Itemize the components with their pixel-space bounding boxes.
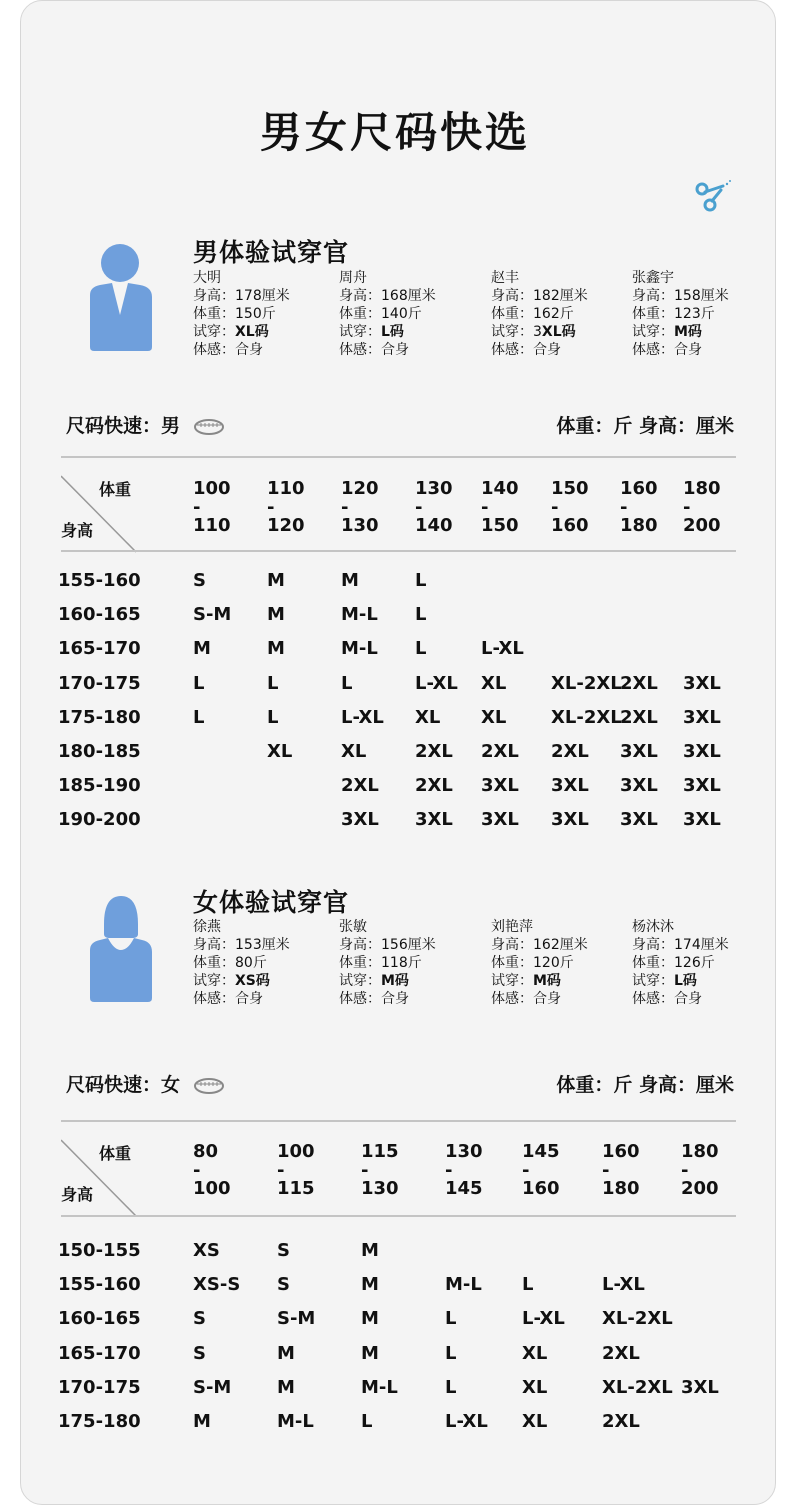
- female-avatar-icon: [84, 894, 158, 1004]
- tester-weight: 体重：150斤: [193, 306, 276, 322]
- male-tester-1: [193, 269, 290, 359]
- row-height-label: 150-155: [58, 1240, 141, 1261]
- weight-range-to: 150: [481, 515, 519, 536]
- size-cell: XS: [193, 1240, 220, 1261]
- size-cell: XS-S: [193, 1274, 241, 1295]
- weight-range-sep: -: [445, 1160, 453, 1181]
- male-tester-2: [339, 269, 436, 359]
- weight-range-from: 160: [602, 1141, 640, 1162]
- tester-fit: 体感：合身: [491, 342, 561, 358]
- male-tester-4: [632, 269, 729, 359]
- size-cell: XL: [341, 741, 367, 762]
- weight-range-sep: -: [277, 1160, 285, 1181]
- size-cell: M: [267, 570, 285, 591]
- size-cell: XL: [522, 1377, 548, 1398]
- weight-range-header: [602, 1143, 640, 1198]
- size-cell: M: [361, 1308, 379, 1329]
- size-cell: S: [193, 1343, 206, 1364]
- tester-height: 身高：168厘米: [339, 288, 436, 304]
- size-cell: XL: [267, 741, 293, 762]
- tester-fit: 体感：合身: [193, 991, 263, 1007]
- female-section-title: 女体验试穿官: [193, 888, 350, 917]
- size-cell: L-XL: [445, 1411, 488, 1432]
- size-cell: S-M: [277, 1308, 316, 1329]
- size-cell: XL: [481, 673, 507, 694]
- weight-range-from: 160: [620, 478, 658, 499]
- weight-range-header: [522, 1143, 560, 1198]
- size-cell: L-XL: [415, 673, 458, 694]
- size-cell: 3XL: [683, 741, 721, 762]
- size-cell: M: [267, 638, 285, 659]
- tester-tryon: 试穿：M码: [491, 973, 561, 989]
- row-height-label: 175-180: [58, 707, 141, 728]
- size-cell: XL-2XL: [602, 1377, 673, 1398]
- weight-range-from: 80: [193, 1141, 219, 1162]
- size-cell: XL: [481, 707, 507, 728]
- tester-tryon: 试穿：XS码: [193, 973, 270, 989]
- weight-range-from: 120: [341, 478, 379, 499]
- size-cell: L: [445, 1343, 457, 1364]
- size-cell: 3XL: [620, 809, 658, 830]
- weight-range-header: [683, 480, 721, 535]
- size-cell: M: [361, 1274, 379, 1295]
- size-cell: L-XL: [481, 638, 524, 659]
- male-avatar-icon: [84, 243, 158, 353]
- size-cell: S: [193, 570, 206, 591]
- weight-range-to: 180: [620, 515, 658, 536]
- row-height-label: 170-175: [58, 1377, 141, 1398]
- size-cell: L: [522, 1274, 534, 1295]
- weight-range-header: [341, 480, 379, 535]
- divider: [61, 550, 736, 552]
- tester-name: 徐燕: [193, 919, 221, 935]
- row-height-label: 160-165: [58, 1308, 141, 1329]
- size-cell: 3XL: [683, 809, 721, 830]
- row-height-label: 175-180: [58, 1411, 141, 1432]
- size-cell: M: [277, 1343, 295, 1364]
- measuring-tape-icon: [193, 417, 225, 437]
- weight-range-to: 145: [445, 1178, 483, 1199]
- size-cell: L: [415, 604, 427, 625]
- size-cell: L-XL: [522, 1308, 565, 1329]
- weight-range-sep: -: [361, 1160, 369, 1181]
- size-cell: 2XL: [620, 707, 658, 728]
- size-cell: M: [341, 570, 359, 591]
- weight-range-header: [551, 480, 589, 535]
- weight-range-to: 180: [602, 1178, 640, 1199]
- size-cell: L-XL: [341, 707, 384, 728]
- male-section-title: 男体验试穿官: [193, 238, 350, 267]
- weight-range-to: 160: [551, 515, 589, 536]
- tester-height: 身高：174厘米: [632, 937, 729, 953]
- male-tester-3: [491, 269, 588, 359]
- size-cell: XL-2XL: [551, 707, 622, 728]
- size-cell: 3XL: [481, 809, 519, 830]
- female-tester-4: [632, 918, 729, 1008]
- size-cell: L: [361, 1411, 373, 1432]
- tester-name: 张敏: [339, 919, 367, 935]
- weight-range-to: 100: [193, 1178, 231, 1199]
- weight-range-from: 180: [681, 1141, 719, 1162]
- row-height-label: 160-165: [58, 604, 141, 625]
- size-cell: L: [415, 638, 427, 659]
- size-cell: 3XL: [620, 775, 658, 796]
- size-cell: S: [277, 1240, 290, 1261]
- size-cell: M-L: [341, 638, 378, 659]
- size-cell: L-XL: [602, 1274, 645, 1295]
- tester-height: 身高：182厘米: [491, 288, 588, 304]
- tester-height: 身高：158厘米: [632, 288, 729, 304]
- tester-weight: 体重：118斤: [339, 955, 422, 971]
- size-cell: 2XL: [620, 673, 658, 694]
- row-height-label: 185-190: [58, 775, 141, 796]
- row-height-label: 165-170: [58, 638, 141, 659]
- weight-range-header: [445, 1143, 483, 1198]
- weight-range-sep: -: [415, 497, 423, 518]
- weight-range-sep: -: [193, 497, 201, 518]
- female-tester-1: [193, 918, 290, 1008]
- size-cell: XL-2XL: [602, 1308, 673, 1329]
- size-cell: S-M: [193, 1377, 232, 1398]
- size-cell: M: [361, 1240, 379, 1261]
- size-cell: S: [193, 1308, 206, 1329]
- size-cell: M: [267, 604, 285, 625]
- tester-height: 身高：162厘米: [491, 937, 588, 953]
- weight-range-sep: -: [267, 497, 275, 518]
- height-header: 身高: [61, 1185, 94, 1204]
- weight-range-to: 140: [415, 515, 453, 536]
- weight-range-header: [277, 1143, 315, 1198]
- tester-tryon: 试穿：M码: [339, 973, 409, 989]
- size-cell: L: [267, 673, 279, 694]
- tester-name: 张鑫宇: [632, 270, 674, 286]
- weight-range-sep: -: [602, 1160, 610, 1181]
- row-height-label: 190-200: [58, 809, 141, 830]
- size-cell: L: [415, 570, 427, 591]
- weight-range-header: [481, 480, 519, 535]
- scissors-icon: [693, 178, 733, 214]
- size-cell: XL: [522, 1343, 548, 1364]
- size-cell: 2XL: [415, 741, 453, 762]
- weight-range-header: [193, 480, 231, 535]
- tester-name: 刘艳萍: [491, 919, 533, 935]
- female-quick-label: 尺码快速：女: [66, 1070, 225, 1097]
- size-cell: 3XL: [683, 775, 721, 796]
- size-cell: XL-2XL: [551, 673, 622, 694]
- row-height-label: 165-170: [58, 1343, 141, 1364]
- height-header: 身高: [61, 521, 94, 540]
- size-cell: M-L: [361, 1377, 398, 1398]
- size-cell: 2XL: [602, 1411, 640, 1432]
- tester-fit: 体感：合身: [339, 991, 409, 1007]
- row-height-label: 155-160: [58, 1274, 141, 1295]
- tester-fit: 体感：合身: [632, 991, 702, 1007]
- weight-range-header: [681, 1143, 719, 1198]
- weight-range-from: 140: [481, 478, 519, 499]
- row-height-label: 170-175: [58, 673, 141, 694]
- size-cell: 3XL: [415, 809, 453, 830]
- tester-fit: 体感：合身: [339, 342, 409, 358]
- size-cell: L: [193, 707, 205, 728]
- tester-tryon: 试穿：XL码: [193, 324, 269, 340]
- size-cell: XL: [522, 1411, 548, 1432]
- weight-range-from: 180: [683, 478, 721, 499]
- weight-header: 体重: [99, 480, 132, 499]
- weight-header: 体重: [99, 1144, 132, 1163]
- weight-range-from: 130: [415, 478, 453, 499]
- size-cell: 3XL: [620, 741, 658, 762]
- weight-range-sep: -: [522, 1160, 530, 1181]
- size-cell: 2XL: [551, 741, 589, 762]
- size-cell: 2XL: [481, 741, 519, 762]
- size-cell: XL: [415, 707, 441, 728]
- size-cell: M-L: [445, 1274, 482, 1295]
- weight-range-sep: -: [481, 497, 489, 518]
- female-units-label: 体重：斤 身高：厘米: [556, 1074, 734, 1096]
- weight-range-from: 100: [277, 1141, 315, 1162]
- size-cell: M-L: [341, 604, 378, 625]
- tester-name: 赵丰: [491, 270, 519, 286]
- weight-range-from: 145: [522, 1141, 560, 1162]
- weight-range-from: 130: [445, 1141, 483, 1162]
- weight-range-to: 200: [681, 1178, 719, 1199]
- weight-range-header: [620, 480, 658, 535]
- weight-range-sep: -: [193, 1160, 201, 1181]
- weight-range-from: 110: [267, 478, 305, 499]
- tester-tryon: 试穿：L码: [632, 973, 697, 989]
- tester-height: 身高：153厘米: [193, 937, 290, 953]
- size-cell: M-L: [277, 1411, 314, 1432]
- size-cell: M: [277, 1377, 295, 1398]
- weight-range-header: [267, 480, 305, 535]
- tester-height: 身高：178厘米: [193, 288, 290, 304]
- weight-range-to: 130: [361, 1178, 399, 1199]
- weight-range-to: 120: [267, 515, 305, 536]
- row-height-label: 155-160: [58, 570, 141, 591]
- size-cell: 2XL: [415, 775, 453, 796]
- size-cell: 3XL: [551, 809, 589, 830]
- tester-fit: 体感：合身: [491, 991, 561, 1007]
- weight-range-from: 115: [361, 1141, 399, 1162]
- size-cell: 3XL: [341, 809, 379, 830]
- tester-weight: 体重：126斤: [632, 955, 715, 971]
- weight-range-sep: -: [341, 497, 349, 518]
- weight-range-sep: -: [620, 497, 628, 518]
- male-units-label: 体重：斤 身高：厘米: [556, 415, 734, 437]
- size-cell: M: [361, 1343, 379, 1364]
- size-cell: 3XL: [681, 1377, 719, 1398]
- size-cell: M: [193, 638, 211, 659]
- female-tester-2: [339, 918, 436, 1008]
- size-cell: 2XL: [341, 775, 379, 796]
- size-cell: L: [445, 1308, 457, 1329]
- size-cell: 3XL: [481, 775, 519, 796]
- measuring-tape-icon: [193, 1076, 225, 1096]
- page-title: 男女尺码快选: [259, 108, 530, 157]
- tester-weight: 体重：123斤: [632, 306, 715, 322]
- weight-range-sep: -: [681, 1160, 689, 1181]
- size-cell: L: [445, 1377, 457, 1398]
- divider: [61, 1120, 736, 1122]
- size-cell: M: [193, 1411, 211, 1432]
- tester-name: 周舟: [339, 270, 367, 286]
- size-cell: L: [267, 707, 279, 728]
- tester-fit: 体感：合身: [193, 342, 263, 358]
- tester-fit: 体感：合身: [632, 342, 702, 358]
- tester-weight: 体重：162斤: [491, 306, 574, 322]
- weight-range-sep: -: [551, 497, 559, 518]
- weight-range-to: 130: [341, 515, 379, 536]
- row-height-label: 180-185: [58, 741, 141, 762]
- tester-tryon: 试穿：3XL码: [491, 324, 576, 340]
- weight-range-sep: -: [683, 497, 691, 518]
- weight-range-header: [415, 480, 453, 535]
- tester-name: 大明: [193, 270, 221, 286]
- tester-tryon: 试穿：M码: [632, 324, 702, 340]
- size-cell: S-M: [193, 604, 232, 625]
- tester-name: 杨沐沐: [632, 919, 674, 935]
- weight-range-from: 150: [551, 478, 589, 499]
- female-tester-3: [491, 918, 588, 1008]
- size-cell: L: [193, 673, 205, 694]
- divider: [61, 456, 736, 458]
- size-cell: S: [277, 1274, 290, 1295]
- weight-range-header: [361, 1143, 399, 1198]
- divider: [61, 1215, 736, 1217]
- weight-range-to: 110: [193, 515, 231, 536]
- weight-range-to: 200: [683, 515, 721, 536]
- size-cell: L: [341, 673, 353, 694]
- tester-height: 身高：156厘米: [339, 937, 436, 953]
- size-cell: 3XL: [683, 707, 721, 728]
- weight-range-header: [193, 1143, 231, 1198]
- weight-range-to: 115: [277, 1178, 315, 1199]
- tester-tryon: 试穿：L码: [339, 324, 404, 340]
- weight-range-from: 100: [193, 478, 231, 499]
- male-quick-label: 尺码快速：男: [66, 411, 225, 438]
- tester-weight: 体重：140斤: [339, 306, 422, 322]
- size-cell: 3XL: [551, 775, 589, 796]
- weight-range-to: 160: [522, 1178, 560, 1199]
- tester-weight: 体重：120斤: [491, 955, 574, 971]
- tester-weight: 体重：80斤: [193, 955, 267, 971]
- size-cell: 3XL: [683, 673, 721, 694]
- size-cell: 2XL: [602, 1343, 640, 1364]
